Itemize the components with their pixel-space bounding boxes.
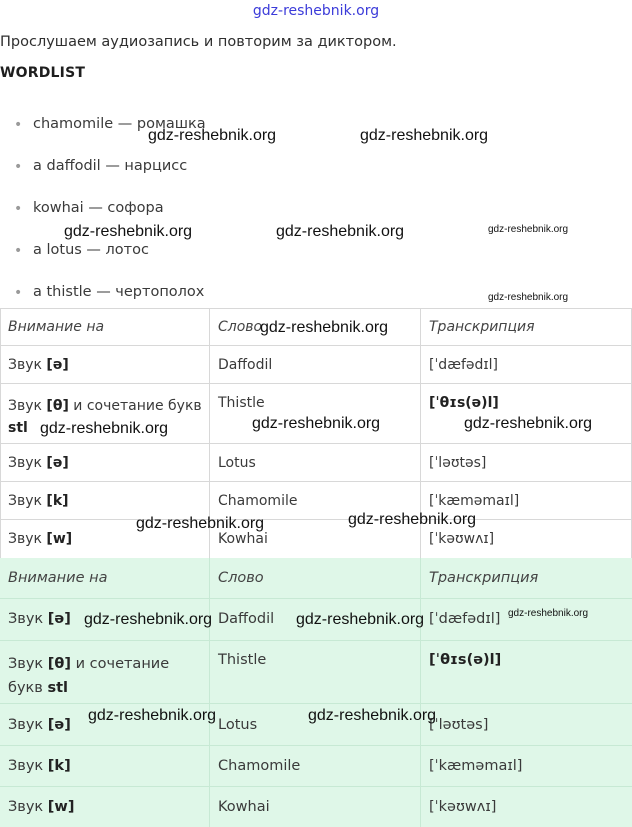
table-cell-focus: Звук [ə] <box>8 717 71 733</box>
intro-text: Прослушаем аудиозапись и повторим за диктором. <box>0 34 397 50</box>
table-cell-focus: Звук [ə] <box>8 611 71 627</box>
table-cell-focus: Звук [θ] и сочетание букв stl <box>8 398 202 436</box>
table-cell-word: Chamomile <box>218 493 298 509</box>
table-cell-focus: Звук [ə] <box>8 455 69 471</box>
table-cell-transcription: [ˈkəʊwʌɪ] <box>429 531 495 547</box>
table-cell-word: Thistle <box>218 395 265 411</box>
list-item: a daffodil — нарцисс <box>33 158 188 174</box>
table-cell-word: Lotus <box>218 455 256 471</box>
table-header-focus: Внимание на <box>8 319 105 335</box>
table-header-focus: Внимание на <box>8 570 108 586</box>
bullet-icon: • <box>14 159 23 175</box>
watermark: gdz-reshebnik.org <box>488 224 569 235</box>
watermark: gdz-reshebnik.org <box>308 707 437 724</box>
section-heading: WORDLIST <box>0 65 86 81</box>
table-cell-transcription: [ˈkæməmaɪl] <box>429 493 520 509</box>
watermark: gdz-reshebnik.org <box>488 292 569 303</box>
watermark: gdz-reshebnik.org <box>88 707 217 724</box>
watermark: gdz-reshebnik.org <box>276 223 405 240</box>
bullet-icon: • <box>14 285 23 301</box>
table-cell-focus: Звук [k] <box>8 758 71 774</box>
list-item: kowhai — софора <box>33 200 164 216</box>
list-item: a thistle — чертополох <box>33 284 205 300</box>
watermark: gdz-reshebnik.org <box>136 515 265 532</box>
watermark: gdz-reshebnik.org <box>260 319 389 336</box>
table-cell-focus: Звук [θ] и сочетание букв stl <box>8 656 170 696</box>
watermark: gdz-reshebnik.org <box>508 608 589 619</box>
watermark: gdz-reshebnik.org <box>148 127 277 144</box>
table-cell-word: Daffodil <box>218 611 275 627</box>
table-cell-transcription: [ˈdæfədɪl] <box>429 357 498 373</box>
list-item: chamomile — ромашка <box>33 116 206 132</box>
table-cell-word: Kowhai <box>218 799 270 815</box>
table-cell-word: Lotus <box>218 717 258 733</box>
watermark: gdz-reshebnik.org <box>84 611 213 628</box>
table-cell-focus: Звук [k] <box>8 493 69 509</box>
bullet-icon: • <box>14 117 23 133</box>
table-cell-transcription: [ˈθɪs(ə)l] <box>429 395 499 411</box>
watermark: gdz-reshebnik.org <box>252 415 381 432</box>
table-cell-transcription: [ˈləʊtəs] <box>429 717 489 733</box>
table-cell-transcription: [ˈkəʊwʌɪ] <box>429 799 497 815</box>
table-header-transcription: Транскрипция <box>429 319 535 335</box>
table-cell-word: Kowhai <box>218 531 268 547</box>
watermark: gdz-reshebnik.org <box>360 127 489 144</box>
site-header-link[interactable]: gdz-reshebnik.org <box>252 3 380 19</box>
watermark: gdz-reshebnik.org <box>296 611 425 628</box>
bullet-icon: • <box>14 201 23 217</box>
table-cell-transcription: [ˈθɪs(ə)l] <box>429 652 502 668</box>
bullet-icon: • <box>14 243 23 259</box>
table-cell-focus: Звук [w] <box>8 531 73 547</box>
table-cell-focus: Звук [ə] <box>8 357 69 373</box>
watermark: gdz-reshebnik.org <box>64 223 193 240</box>
watermark: gdz-reshebnik.org <box>464 415 593 432</box>
watermark: gdz-reshebnik.org <box>40 420 169 437</box>
table-cell-transcription: [ˈləʊtəs] <box>429 455 487 471</box>
table-header-word: Слово <box>218 570 264 586</box>
table-cell-word: Daffodil <box>218 357 273 373</box>
table-cell-focus: Звук [w] <box>8 799 75 815</box>
table-header-word: Слово <box>218 319 263 335</box>
table-header-transcription: Транскрипция <box>429 570 539 586</box>
table-cell-transcription: [ˈkæməmaɪl] <box>429 758 523 774</box>
table-cell-word: Thistle <box>218 652 267 668</box>
watermark: gdz-reshebnik.org <box>348 511 477 528</box>
table-cell-transcription: [ˈdæfədɪl] <box>429 611 501 627</box>
table-cell-word: Chamomile <box>218 758 301 774</box>
list-item: a lotus — лотос <box>33 242 149 258</box>
